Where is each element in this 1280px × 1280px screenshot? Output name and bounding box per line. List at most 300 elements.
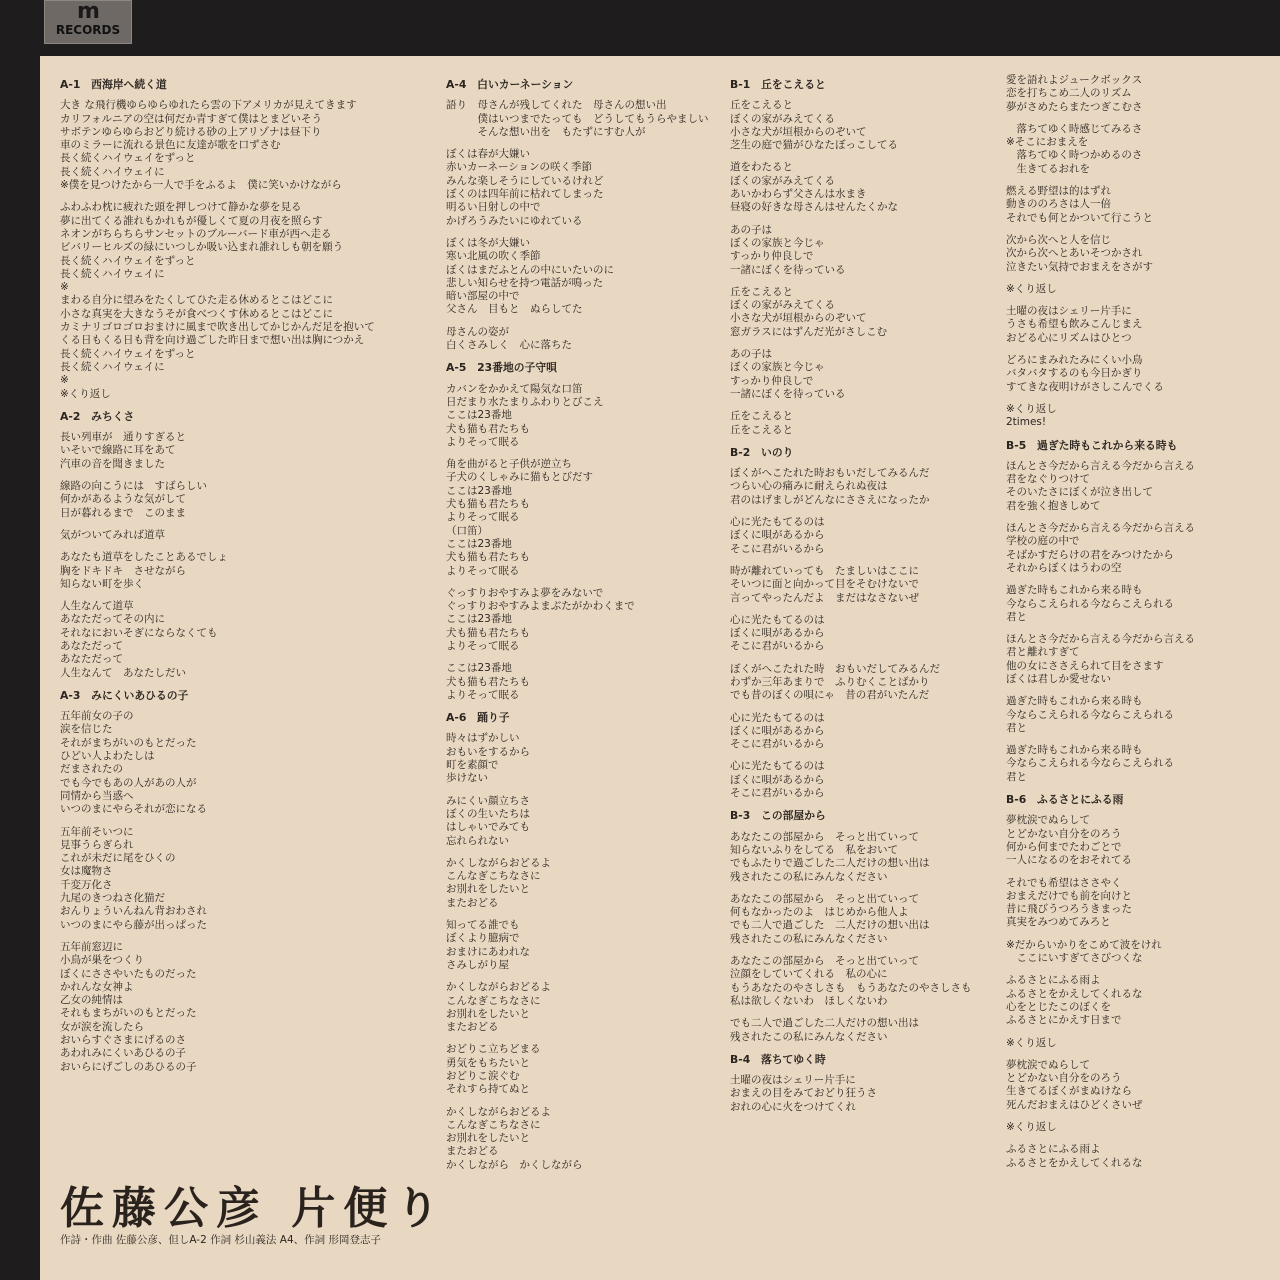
lyric-stanza: [1006, 354, 1268, 394]
lyric-line: 線路の向こうには すばらしい: [60, 480, 207, 493]
lyric-line: 長い列車が 通りすぎると: [60, 431, 186, 444]
lyric-line: おもいをするから: [446, 745, 530, 758]
lyric-stanza: [730, 161, 992, 214]
lyric-stanza: [446, 662, 708, 702]
lyric-stanza: [1006, 1143, 1268, 1170]
lyric-line: あわれみにくいあひるの子: [60, 1047, 186, 1060]
lyric-line: 丘をこえると: [730, 423, 793, 436]
lyric-stanza: [1006, 1059, 1268, 1112]
lyric-line: 心に光たもてるのは: [730, 613, 825, 626]
credits: 作詩・作曲 佐藤公彦、但しA-2 作詞 杉山義法 A4、作詞 形岡登志子: [60, 1234, 381, 1246]
lyric-line: 夢枕涙でぬらして: [1006, 1058, 1090, 1071]
lyric-line: 時が離れていっても たましいはここに: [730, 564, 919, 577]
lyric-stanza: [1006, 522, 1268, 575]
lyric-stanza: [446, 587, 708, 653]
lyric-stanza: [446, 919, 708, 972]
lyric-line: ぼくは冬が大嫌い: [446, 236, 530, 249]
lyric-line: ※そこにおまえを: [1006, 136, 1089, 149]
lyric-line: あなただって: [60, 639, 123, 652]
track-title: A-6 踊り子: [446, 711, 510, 725]
lyric-line: こんなぎこちなさに: [446, 1118, 541, 1131]
lyric-line: 長く続くハイウェイをずっと: [60, 152, 196, 165]
lyric-stanza: [446, 99, 708, 139]
lyric-line: あいかわらず父さんは水まき: [730, 188, 867, 201]
lyric-stanza: [446, 981, 708, 1034]
lyric-stanza: [730, 348, 992, 401]
lyric-line: それがまちがいのもとだった: [60, 736, 197, 749]
lyric-stanza: [1006, 305, 1268, 345]
lyric-line: でも今でもあの人があの人が: [60, 776, 197, 789]
lyric-line: 死んだおまえはひどくさいぜ: [1006, 1098, 1143, 1111]
lyric-line: でも二人で過ごした 二人だけの想い出は: [730, 919, 930, 932]
lyric-line: ※: [60, 374, 69, 387]
lyric-line: （口笛）: [446, 524, 488, 537]
lyric-line: ほんとさ今だから言える今だから言える: [1006, 633, 1195, 646]
lyric-line: 長く続くハイウェイに: [60, 267, 165, 280]
lyric-line: おいらすぐさまにげるのさ: [60, 1034, 186, 1046]
lyric-line: かくしながらおどるよ: [446, 856, 551, 869]
lyric-line: 五年前窓辺に: [60, 940, 123, 953]
lyric-stanza: [1006, 1037, 1268, 1050]
lyric-line: ぼくの家がみえてくる: [730, 174, 835, 187]
lyric-line: 土曜の夜はシェリー片手に: [730, 1074, 856, 1087]
lyric-line: そんな想い出を もたずにすむ人が: [446, 125, 646, 138]
lyric-line: よりそって眠る: [446, 511, 520, 524]
lyric-line: 動きののろさは人一倍: [1006, 198, 1111, 211]
lyric-stanza: [60, 480, 322, 520]
lyric-line: 歩けない: [446, 772, 488, 785]
lyric-line: 汽車の音を聞きました: [60, 457, 165, 470]
lyric-line: そいつに面と向かって目をそむけないで: [730, 578, 919, 591]
lyric-line: 暗い部屋の中で: [446, 290, 520, 303]
lyric-line: 胸をドキドキ させながら: [60, 564, 186, 577]
lyric-line: ぼくがへこたれた時おもいだしてみるんだ: [730, 467, 930, 480]
lyric-line: 犬も猫も君たちも: [446, 422, 530, 435]
lyric-stanza: [1006, 633, 1268, 686]
lyric-line: そこに君がいるから: [730, 738, 825, 751]
lyric-line: 何かがあるような気がして: [60, 493, 186, 506]
lyric-stanza: [446, 857, 708, 910]
lyric-stanza: [730, 467, 992, 507]
lyric-line: お別れをしたいと: [446, 883, 530, 896]
lyric-line: みんな楽しそうにしているけれど: [446, 174, 604, 187]
lyric-line: 土曜の夜はシェリー片手に: [1006, 305, 1132, 318]
lyric-line: ここは23番地: [446, 537, 512, 550]
lyric-stanza: [730, 1074, 992, 1114]
track-title: A-4 白いカーネーション: [446, 78, 574, 91]
lyric-line: 犬も猫も君たちも: [446, 675, 530, 688]
lyric-stanza: [60, 710, 322, 816]
lyric-stanza: [1006, 744, 1268, 784]
lyric-line: 学校の庭の中で: [1006, 535, 1080, 548]
lyric-line: 過ぎた時もこれから来る時も: [1006, 584, 1143, 597]
lyric-line: ぼくの家族と今じゃ: [730, 361, 825, 374]
lyric-line: ビバリーヒルズの緑にいつしか吸い込まれ誰れしも朝を願う: [60, 241, 344, 254]
lyrics-sheet: [40, 56, 1280, 1280]
lyric-line: ※くり返し: [1006, 402, 1057, 415]
lyric-line: いつのまにやらそれが恋になる: [60, 803, 207, 816]
lyric-line: みにくい顔立ちさ: [446, 794, 530, 807]
lyric-stanza: [60, 529, 322, 542]
lyric-line: ※くり返し: [60, 387, 111, 400]
lyric-stanza: [446, 732, 708, 785]
lyric-stanza: [730, 712, 992, 752]
lyric-stanza: [730, 831, 992, 884]
lyric-line: 犬も猫も君たちも: [446, 551, 530, 564]
lyric-line: 一諸にぼくを待っている: [730, 263, 846, 276]
lyric-stanza: [730, 893, 992, 946]
lyric-line: でも二人で過ごした二人だけの想い出は: [730, 1017, 919, 1030]
lyric-line: 同情から当惑へ: [60, 789, 134, 802]
lyric-line: おまけにあわれな: [446, 945, 530, 958]
lyric-line: 心に光たもてるのは: [730, 516, 825, 529]
lyric-line: 残されたこの私にみんなください: [730, 1030, 888, 1043]
lyric-line: 小さな犬が垣根からのぞいて: [730, 125, 867, 138]
lyric-line: すてきな夜明けがさしこんでくる: [1006, 380, 1164, 393]
lyrics-column-3: [730, 74, 992, 1123]
lyric-line: 夢に出てくる誰れもかれもが優しくて夏の月夜を照らす: [60, 214, 323, 227]
lyric-line: ※僕を見つけたから一人で手をふるよ 僕に笑いかけながら: [60, 179, 342, 192]
lyric-line: こんなぎこちなさに: [446, 994, 541, 1007]
lyric-line: 小鳥が巣をつくり: [60, 954, 144, 967]
lyric-line: わずか三年あまりで ふりむくことばかり: [730, 675, 930, 688]
lyric-line: 真実をみつめてみろと: [1006, 916, 1111, 929]
lyric-line: かれんな女神よ: [60, 980, 134, 993]
lyric-stanza: [446, 237, 708, 317]
record-label-logo: [44, 0, 132, 44]
lyric-line: くる日もくる日も背を向け過ごした昨日まで想い出は胸につかえ: [60, 334, 365, 347]
lyric-line: ぼくの家がみえてくる: [730, 299, 835, 312]
lyric-line: 涙を信じた: [60, 723, 113, 736]
lyric-line: 女が涙を流したら: [60, 1020, 144, 1033]
lyric-line: ※だからいかりをこめて波をけれ: [1006, 938, 1162, 951]
lyric-line: よりそって眠る: [446, 639, 520, 652]
lyric-line: 今ならこえられる今ならこえられる: [1006, 708, 1174, 721]
lyric-stanza: [446, 458, 708, 578]
lyric-line: 夢枕涙でぬらして: [1006, 814, 1090, 827]
lyric-line: 白くさみしく 心に落ちた: [446, 339, 572, 352]
lyric-line: 日が暮れるまで このまま: [60, 506, 186, 519]
lyric-line: またおどる: [446, 1021, 499, 1034]
lyric-stanza: [1006, 403, 1268, 430]
lyric-line: 丘をこえると: [730, 285, 793, 298]
lyric-line: 昔に飛びうつろうきまった: [1006, 903, 1132, 916]
lyric-line: 気がついてみれば道草: [60, 528, 165, 541]
lyric-line: 忘れられない: [446, 834, 509, 847]
lyric-line: すっかり仲良しで: [730, 250, 814, 263]
lyric-line: 人生なんて あなたしだい: [60, 666, 186, 679]
lyric-line: とどかない自分をのろう: [1006, 827, 1122, 840]
lyric-stanza: [730, 286, 992, 339]
lyric-line: おまえだけでも前を向けと: [1006, 889, 1132, 902]
lyric-line: ほんとさ今だから言える今だから言える: [1006, 459, 1195, 472]
lyric-line: ぼくがへこたれた時 おもいだしてみるんだ: [730, 662, 940, 675]
lyric-stanza: [1006, 974, 1268, 1027]
lyric-stanza: [730, 614, 992, 654]
track-title: A-1 西海岸へ続く道: [60, 78, 167, 91]
lyric-stanza: [730, 955, 992, 1008]
lyric-stanza: [1006, 283, 1268, 296]
lyric-line: お別れをしたいと: [446, 1132, 530, 1145]
lyric-line: 丘をこえると: [730, 99, 793, 112]
lyric-line: おどりこ涙ぐむ: [446, 1070, 520, 1082]
lyric-line: 五年前女の子の: [60, 710, 134, 723]
lyric-line: おれの心に火をつけてくれ: [730, 1100, 856, 1113]
lyric-line: 生きてるおれを: [1006, 162, 1090, 175]
lyric-line: 君を強く抱きしめて: [1006, 499, 1101, 512]
lyric-line: 知ってる誰でも: [446, 919, 520, 932]
lyric-line: 一諸にぼくを待っている: [730, 387, 846, 400]
lyric-line: あなたこの部屋から そっと出ていって: [730, 830, 919, 843]
lyric-line: そこに君がいるから: [730, 640, 825, 653]
lyric-line: 知らないふりをしてる 私をおいて: [730, 843, 898, 856]
lyric-stanza: [1006, 74, 1268, 114]
lyric-line: ぼくに唄があるから: [730, 724, 825, 737]
lyric-line: いつのまにやら藤が出っぱった: [60, 918, 207, 931]
lyric-line: 長く続くハイウェイに: [60, 165, 165, 178]
lyric-line: 一人になるのをおそれてる: [1006, 854, 1132, 867]
lyric-line: ここは23番地: [446, 409, 512, 422]
lyric-line: ほんとさ今だから言える今だから言える: [1006, 522, 1195, 535]
lyric-line: 窓ガラスにはずんだ光がさしこむ: [730, 325, 888, 338]
lyric-line: 夢がさめたらまたつぎこむさ: [1006, 100, 1143, 113]
lyric-line: 町を素顔で: [446, 759, 499, 772]
lyric-line: いそいで線路に耳をあて: [60, 444, 176, 457]
track-title: A-2 みちくさ: [60, 409, 135, 423]
lyric-line: カミナリゴロゴロおまけに風まで吹き出してかじかんだ足を抱いて: [60, 321, 375, 334]
lyric-line: 言ってやったんだよ まだはなさないぜ: [730, 591, 919, 604]
lyric-line: 道をわたると: [730, 161, 793, 174]
lyric-line: 心に光たもてるのは: [730, 711, 825, 724]
lyric-stanza: [730, 99, 992, 152]
lyric-line: ぼくに唄があるから: [730, 773, 825, 786]
lyric-line: よりそって眠る: [446, 435, 520, 448]
lyric-line: 過ぎた時もこれから来る時も: [1006, 695, 1143, 708]
lyric-line: 君と: [1006, 721, 1027, 734]
lyric-line: あの子は: [730, 348, 772, 361]
lyric-line: バタバタするのも今日かぎり: [1006, 367, 1143, 380]
lyric-line: 次から次へとあいそつかされ: [1006, 247, 1143, 260]
lyric-line: さみしがり屋: [446, 958, 509, 971]
lyric-line: ぐっすりおやすみよまぶたがかわくまで: [446, 600, 635, 613]
lyric-line: これが未だに尾をひくの: [60, 852, 176, 865]
lyric-line: 心をとじたこのぼくを: [1006, 1000, 1111, 1013]
lyric-line: 父さん 目もと ぬらしてた: [446, 303, 583, 316]
lyric-line: かくしながら かくしながら: [446, 1158, 583, 1171]
lyric-line: 残されたこの私にみんなください: [730, 932, 888, 945]
lyric-line: それすら持てぬと: [446, 1083, 530, 1096]
lyric-line: うさも希望も飲みこんじまえ: [1006, 318, 1143, 331]
lyric-line: 寒い北風の吹く季節: [446, 250, 541, 263]
track-title: A-5 23番地の子守唄: [446, 361, 557, 375]
lyric-stanza: [730, 516, 992, 556]
lyric-line: 明るい日射しの中で: [446, 201, 541, 214]
lyric-line: 君のはげましがどんなにささえになったか: [730, 493, 930, 506]
lyric-stanza: [1006, 814, 1268, 867]
lyric-line: とどかない自分をのろう: [1006, 1072, 1122, 1085]
lyric-stanza: [60, 941, 322, 1074]
lyric-line: ぐっすりおやすみよ夢をみないで: [446, 586, 604, 599]
lyric-line: 心に光たもてるのは: [730, 760, 825, 773]
lyric-line: おどる心にリズムはひとつ: [1006, 331, 1132, 344]
lyric-line: 何もなかったのよ はじめから他人よ: [730, 906, 909, 919]
lyric-stanza: [1006, 1121, 1268, 1134]
lyric-line: 2times!: [1006, 416, 1047, 429]
lyric-line: 君と: [1006, 610, 1027, 623]
lyric-line: またおどる: [446, 1145, 499, 1158]
lyric-line: ぼくに唄があるから: [730, 627, 825, 640]
lyric-line: ふわふわ枕に疲れた頭を押しつけて静かな夢を見る: [60, 201, 302, 214]
lyric-line: それからぼくはうわの空: [1006, 561, 1122, 574]
lyric-stanza: [446, 1106, 708, 1172]
lyric-line: 五年前そいつに: [60, 825, 134, 838]
album-title: 佐藤公彦 片便り: [60, 1183, 448, 1234]
lyric-line: ※くり返し: [1006, 1036, 1057, 1049]
lyric-line: ぼくより臆病で: [446, 932, 520, 945]
lyric-stanza: [1006, 695, 1268, 735]
lyric-line: 泣きたい気持でおまえをさがす: [1006, 260, 1153, 273]
lyric-line: かげろうみたいにゆれている: [446, 214, 583, 227]
lyric-stanza: [1006, 234, 1268, 274]
lyric-line: ふるさとにふる雨よ: [1006, 1143, 1101, 1156]
lyric-line: かくしながらおどるよ: [446, 981, 551, 994]
lyric-line: 過ぎた時もこれから来る時も: [1006, 744, 1143, 757]
lyrics-column-1: [60, 74, 375, 1083]
lyric-line: そばかすだらけの君をみつけたから: [1006, 548, 1174, 561]
lyric-line: 長く続くハイウェイをずっと: [60, 347, 196, 360]
lyric-line: おいらにげごしのあひるの子: [60, 1060, 197, 1073]
lyric-line: 次から次へと人を信じ: [1006, 233, 1111, 246]
lyric-line: おどりこ立ちどまる: [446, 1043, 541, 1056]
label-name: RECORDS: [55, 23, 121, 37]
lyric-line: ぼくのは四年前に枯れてしまった: [446, 188, 604, 201]
lyric-line: 泣顔をしていてくれる 私の心に: [730, 968, 888, 981]
lyric-line: ぼくの家がみえてくる: [730, 112, 835, 125]
lyric-stanza: [1006, 877, 1268, 930]
track-title: B-6 ふるさとにふる雨: [1006, 793, 1124, 807]
lyric-line: 時々はずかしい: [446, 732, 520, 745]
lyric-line: それもまちがいのもとだった: [60, 1007, 197, 1020]
lyric-stanza: [1006, 185, 1268, 225]
lyric-line: 恋を打ちこめ二人のリズム: [1006, 87, 1132, 100]
lyric-stanza: [730, 663, 992, 703]
lyric-line: 子犬のくしゃみに猫もとびだす: [446, 471, 593, 484]
track-title: B-1 丘をこえると: [730, 78, 826, 91]
lyric-line: まわる自分に望みをたくしてひた走る休めるとこはどこに: [60, 294, 333, 307]
lyric-line: 語り 母さんが残してくれた 母さんの想い出: [446, 99, 667, 112]
lyric-line: あの子は: [730, 223, 772, 236]
lyric-line: 大き な飛行機ゆらゆらゆれたら雲の下アメリカが見えてきます: [60, 99, 357, 112]
lyric-line: 今ならこえられる今ならこえられる: [1006, 757, 1174, 770]
lyric-line: サボテンゆらゆらおどり続ける砂の上アリゾナは昼下り: [60, 125, 322, 138]
lyric-line: カリフォルニアの空は何だか青すぎて僕はとまどいそう: [60, 112, 322, 125]
lyric-line: 赤いカーネーションの咲く季節: [446, 161, 593, 174]
lyric-line: ふるさとにふる雨よ: [1006, 974, 1101, 987]
lyric-stanza: [1006, 584, 1268, 624]
lyric-line: もうあなたのやさしさも もうあなたのやさしさも: [730, 981, 972, 994]
lyric-stanza: [446, 795, 708, 848]
lyric-stanza: [60, 99, 357, 192]
lyric-line: よりそって眠る: [446, 688, 520, 701]
lyric-line: 犬も猫も君たちも: [446, 498, 530, 511]
lyric-line: それでも希望はささやく: [1006, 876, 1122, 889]
lyric-line: 他の女にささえられて目をさます: [1006, 659, 1164, 672]
lyric-line: 小さな真実を大きなうそが食べつくす休めるとこはどこに: [60, 307, 333, 320]
lyric-line: 女は魔物さ: [60, 865, 113, 878]
lyric-line: ふるさとにかえす日まで: [1006, 1014, 1122, 1027]
lyric-line: あなたこの部屋から そっと出ていって: [730, 892, 919, 905]
lyric-line: おんりょういんねん背おわされ: [60, 905, 207, 918]
lyric-line: お別れをしたいと: [446, 1007, 530, 1020]
track-title: B-2 いのり: [730, 445, 794, 459]
lyric-line: 日だまり水たまりふわりとびこえ: [446, 395, 604, 408]
lyric-line: すっかり仲良しで: [730, 374, 814, 387]
lyric-stanza: [730, 565, 992, 605]
lyric-line: あなたこの部屋から そっと出ていって: [730, 955, 919, 968]
lyric-line: 燃える野望は的はずれ: [1006, 185, 1111, 198]
lyric-line: ここは23番地: [446, 662, 512, 675]
lyric-line: 君と: [1006, 770, 1027, 783]
lyric-line: 犬も猫も君たちも: [446, 626, 530, 639]
lyrics-column-2: [446, 74, 708, 1181]
lyric-line: 私は欲しくないわ ほしくないわ: [730, 994, 888, 1007]
lyric-line: ひどい人よわたしは: [60, 750, 155, 763]
lyric-line: ここは23番地: [446, 484, 512, 497]
lyric-line: 芝生の庭で猫がひなたぼっこしてる: [730, 139, 898, 152]
lyric-stanza: [1006, 123, 1268, 176]
lyric-line: こんなぎこちなさに: [446, 870, 541, 883]
lyric-stanza: [730, 1017, 992, 1044]
lyric-line: でもふたりで過ごした二人だけの想い出は: [730, 857, 930, 870]
lyric-line: おまえの目をみておどり狂うさ: [730, 1087, 877, 1100]
lyric-line: そのいたさにぼくが泣き出して: [1006, 486, 1153, 499]
lyric-stanza: [1006, 460, 1268, 513]
lyric-line: ぼくはまだふとんの中にいたいのに: [446, 263, 614, 276]
lyric-line: だまされたの: [60, 763, 123, 776]
lyric-line: そこに君がいるから: [730, 787, 825, 800]
lyric-line: ぼくに唄があるから: [730, 529, 825, 542]
lyric-line: 悲しい知らせを持つ電話が鳴った: [446, 276, 604, 289]
lyric-line: 見事うらぎられ: [60, 838, 134, 851]
lyric-line: 今ならこえられる今ならこえられる: [1006, 597, 1174, 610]
lyric-line: 僕はいつまでたっても どうしてもうらやましい: [446, 112, 709, 125]
lyric-line: 何から何までたわごとで: [1006, 840, 1122, 853]
lyric-line: それなにおいそぎにならなくても: [60, 626, 218, 639]
lyric-line: ぼくの生いたちは: [446, 807, 530, 820]
lyric-line: 人生なんて道草: [60, 600, 134, 613]
lyric-line: よりそって眠る: [446, 564, 520, 577]
lyric-stanza: [60, 600, 322, 680]
track-title: B-5 過ぎた時もこれから来る時も: [1006, 438, 1178, 452]
lyric-line: どろにまみれたみにくい小鳥: [1006, 354, 1143, 367]
lyric-line: 愛を語れよジュークボックス: [1006, 74, 1143, 86]
lyric-line: 丘をこえると: [730, 410, 793, 423]
lyric-line: 九尾のきつねさ化猫だ: [60, 892, 165, 905]
lyric-line: 知らない町を歩く: [60, 577, 144, 590]
lyric-line: そこに君がいるから: [730, 542, 825, 555]
lyric-line: かくしながらおどるよ: [446, 1105, 551, 1118]
lyric-stanza: [730, 410, 992, 437]
lyric-line: それでも何とかついて行こうと: [1006, 211, 1153, 224]
lyric-line: 君をなぐりつけて: [1006, 473, 1090, 486]
label-mark: m: [77, 0, 99, 24]
lyric-line: ぼくにささやいたものだった: [60, 967, 197, 980]
lyric-line: あなたも道草をしたことあるでしょ: [60, 551, 228, 564]
lyric-stanza: [446, 1043, 708, 1096]
lyric-line: ※: [60, 281, 69, 294]
lyric-line: 落ちてゆく時感じてみるさ: [1006, 122, 1143, 135]
lyric-line: 角を曲がると子供が逆立ち: [446, 458, 572, 471]
